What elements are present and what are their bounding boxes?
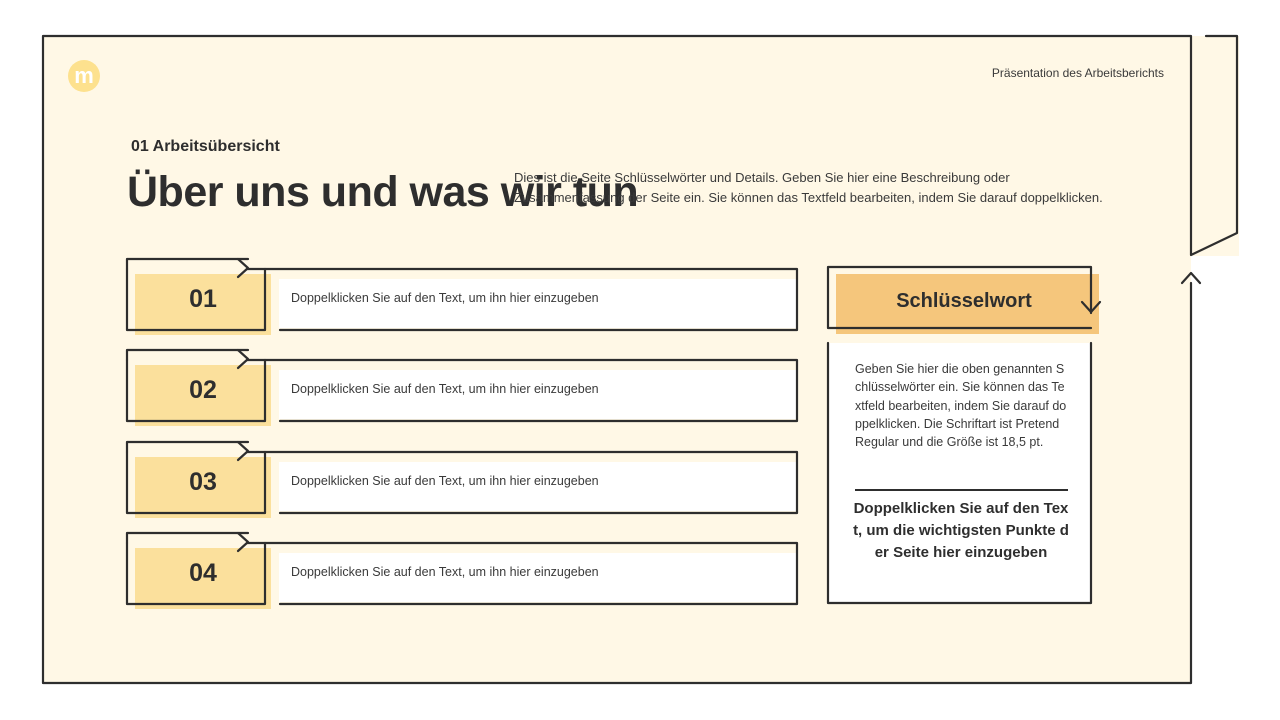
keyword-title[interactable]: Schlüsselwort — [896, 290, 1032, 312]
item-number[interactable]: 01 — [189, 285, 217, 313]
number-outline — [127, 360, 265, 421]
arrow-right-icon — [238, 442, 248, 460]
item-text[interactable]: Doppelklicken Sie auf den Text, um ihn hier einzugeben — [291, 474, 599, 488]
item-number[interactable]: 04 — [189, 559, 217, 587]
arrow-line — [127, 350, 248, 360]
intro-text[interactable]: Dies ist die Seite Schlüsselwörter und Details. Geben Sie hier eine Beschreibung oder Zusammenfassung der Seite ein. Sie können das Textfeld bearbeiten, indem Sie darauf doppelklicken. — [514, 170, 1103, 205]
presentation-title: Präsentation des Arbeitsberichts — [991, 66, 1164, 80]
number-outline — [127, 269, 265, 330]
text-outline — [265, 452, 797, 513]
item-text[interactable]: Doppelklicken Sie auf den Text, um ihn hier einzugeben — [291, 291, 599, 305]
number-outline — [127, 543, 265, 604]
item-text[interactable]: Doppelklicken Sie auf den Text, um ihn hier einzugeben — [291, 382, 599, 396]
keyword-description[interactable]: Geben Sie hier die oben genannten Schlüsselwörter ein. Sie können das Textfeld bearbeiten, indem Sie darauf doppelklicken. Die Schriftart ist Pretend Regular und die Größe ist 18,5 pt. — [855, 362, 1067, 450]
arrow-right-icon — [238, 533, 248, 551]
keyword-divider — [855, 489, 1068, 491]
arrow-right-icon — [238, 350, 248, 368]
arrow-line — [127, 533, 248, 543]
text-outline — [265, 269, 797, 330]
arrow-right-icon — [238, 259, 248, 277]
logo-icon: m — [68, 60, 100, 92]
number-outline — [127, 452, 265, 513]
item-number[interactable]: 03 — [189, 468, 217, 496]
page-title[interactable]: Über uns und was wir tun — [127, 168, 639, 216]
text-outline — [265, 360, 797, 421]
arrow-up-icon — [1182, 273, 1200, 283]
item-number[interactable]: 02 — [189, 376, 217, 404]
keyword-highlight[interactable]: Doppelklicken Sie auf den Text, um die wichtigsten Punkte der Seite hier einzugeben — [853, 500, 1069, 561]
section-label[interactable]: 01 Arbeitsübersicht — [131, 138, 280, 155]
arrow-line — [127, 259, 248, 269]
text-outline — [265, 543, 797, 604]
item-text[interactable]: Doppelklicken Sie auf den Text, um ihn hier einzugeben — [291, 565, 599, 579]
arrow-line — [127, 442, 248, 452]
